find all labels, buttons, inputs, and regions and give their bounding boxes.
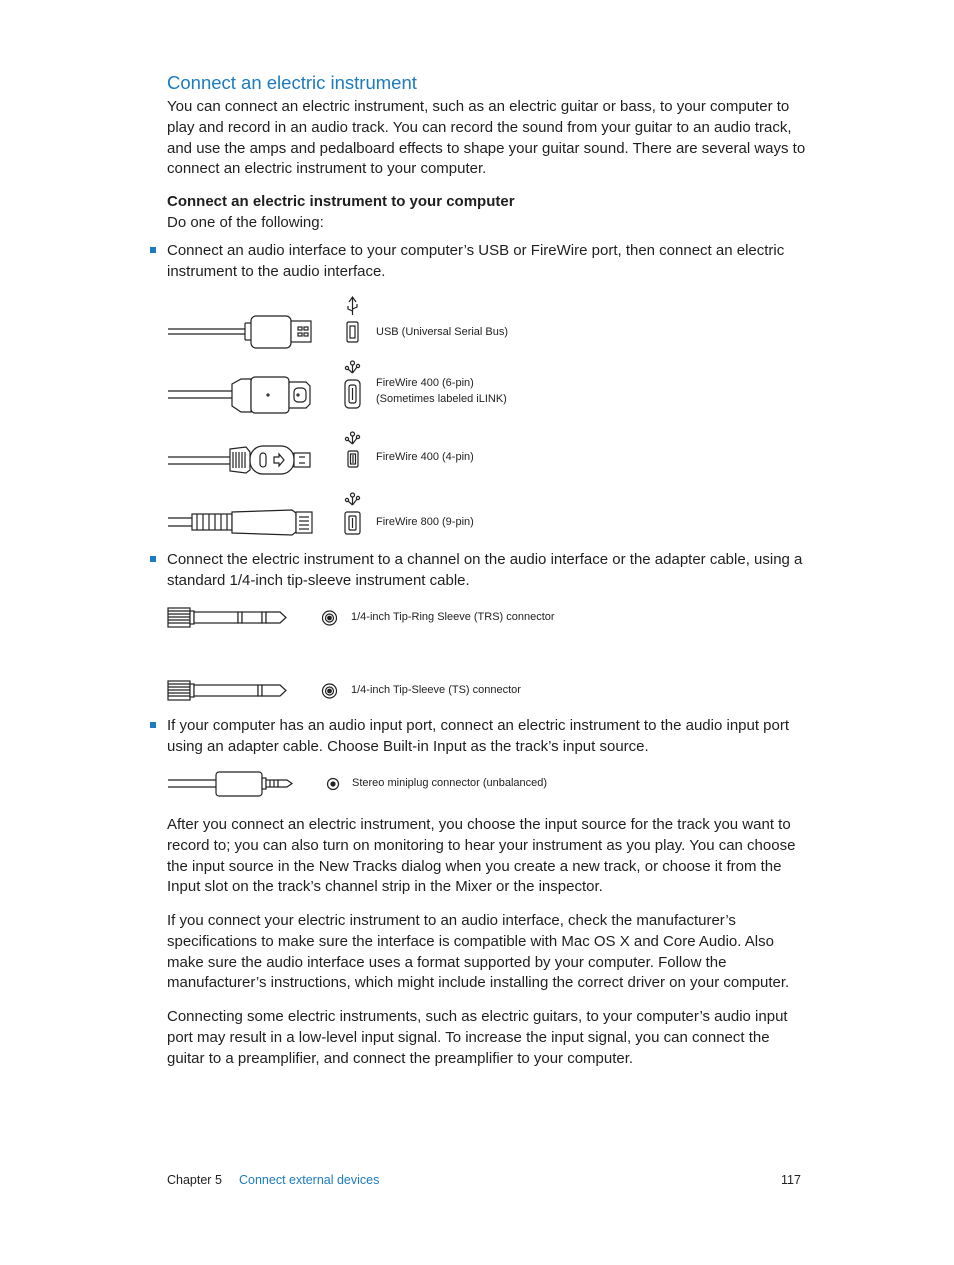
task-intro: Do one of the following: xyxy=(167,214,324,231)
section-heading: Connect an electric instrument xyxy=(167,72,417,93)
bullet-item-1: Connect an audio interface to your computer’s USB or FireWire port, then connect an electric instrument to the audio interface. xyxy=(167,242,785,280)
task-title: Connect an electric instrument to your computer xyxy=(167,193,515,210)
caption-firewire-400-4pin: FireWire 400 (4-pin) xyxy=(376,451,474,463)
footer-chapter-label: Chapter 5 xyxy=(167,1173,222,1187)
intro-paragraph: You can connect an electric instrument, such as an electric guitar or bass, to your computer to play and record in an audio track. You can record the sound from your guitar to an audio track, and use the amps and pedalboard effects to shape your guitar sound. There are several ways to connect an electric instrument to your computer. xyxy=(167,98,806,178)
caption-ts: 1/4-inch Tip-Sleeve (TS) connector xyxy=(351,684,521,696)
miniplug-cable-illustration xyxy=(168,772,292,796)
footer-page-number: 117 xyxy=(781,1173,801,1187)
caption-trs: 1/4-inch Tip-Ring Sleeve (TRS) connector xyxy=(351,611,555,623)
paragraph-audio-interface: If you connect your electric instrument to an audio interface, check the manufacturer’s specifications to make sure the interface is compatible with Mac OS X and Core Audio. Also make sure the audio interface uses a format supported by your computer. Follow the manufacturer’s instructions, which might include installing the correct driver on your computer. xyxy=(167,912,790,992)
paragraph-preamplifier: Connecting some electric instruments, such as electric guitars, to your computer’s audio input port may result in a low-level input signal. To increase the input signal, you can connect the guitar to a preamplifier, and connect the preamplifier to your computer. xyxy=(167,1008,788,1067)
bullet-item-3: If your computer has an audio input port, connect an electric instrument to the audio input port using an adapter cable. Choose Built-in Input as the track’s input source. xyxy=(167,717,790,755)
caption-usb: USB (Universal Serial Bus) xyxy=(376,326,509,338)
caption-miniplug: Stereo miniplug connector (unbalanced) xyxy=(352,777,548,789)
caption-firewire-400-6pin: FireWire 400 (6-pin) xyxy=(376,377,474,389)
paragraph-input-source: After you connect an electric instrument, you choose the input source for the track you want to record to; you can also turn on monitoring to hear your instrument as you play. You can choose the input source in the New Tracks dialog when you create a new track, or choose it from the Input slot on the track’s channel strip in the Mixer or the inspector. xyxy=(167,816,796,896)
footer-chapter-link[interactable]: Connect external devices xyxy=(239,1173,380,1187)
caption-firewire-400-6pin-note: (Sometimes labeled iLINK) xyxy=(376,393,507,405)
caption-firewire-800-9pin: FireWire 800 (9-pin) xyxy=(376,516,474,528)
bullet-item-2: Connect the electric instrument to a channel on the audio interface or the adapter cable, using a standard 1/4-inch tip-sleeve instrument cable. xyxy=(167,551,803,589)
miniplug-jack-icon xyxy=(328,779,339,790)
